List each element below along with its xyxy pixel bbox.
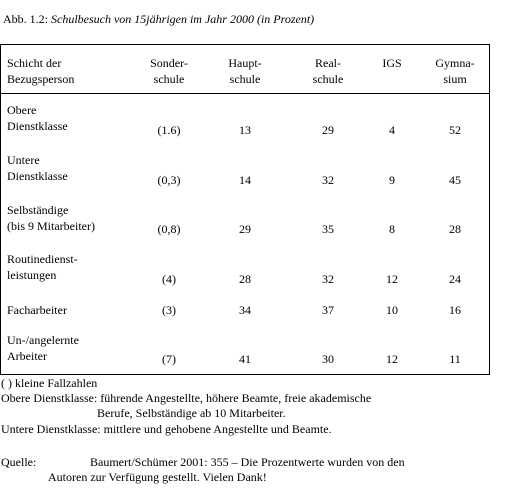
row-label <box>7 302 67 318</box>
table-cell: (1.6) <box>157 123 181 137</box>
table-cell: 10 <box>386 303 398 317</box>
table-cell: 28 <box>239 272 251 286</box>
row-label-line: Obere <box>7 103 37 117</box>
table-cell: 28 <box>449 222 461 236</box>
note-obere-dienstklasse-cont: Berufe, Selbständige ab 10 Mitarbeiter. <box>97 406 286 420</box>
header-line: Gymna- <box>435 56 475 70</box>
table-cell: 24 <box>449 272 461 286</box>
table-cell: 14 <box>239 173 251 187</box>
row-label-line: Dienstklasse <box>7 169 68 183</box>
header-line: sium <box>443 72 467 86</box>
header-igs <box>367 55 417 71</box>
table-cell: 12 <box>386 272 398 286</box>
row-label <box>7 102 68 134</box>
row-label-line: Dienstklasse <box>7 119 68 133</box>
header-sonderschule <box>139 55 199 87</box>
header-line: Haupt- <box>228 56 262 70</box>
table-cell: 8 <box>389 222 395 236</box>
table-cell: 45 <box>449 173 461 187</box>
table-cell: (0,8) <box>157 222 181 236</box>
note-small-sample: ( ) kleine Fallzahlen <box>1 376 98 390</box>
header-hauptschule <box>215 55 275 87</box>
row-label <box>7 251 78 283</box>
table-cell: 41 <box>239 352 251 366</box>
table-cell: 35 <box>322 222 334 236</box>
table-cell: 30 <box>322 352 334 366</box>
source-text: Baumert/Schümer 2001: 355 – Die Prozentwerte wurden von den <box>90 455 405 469</box>
table-cell: 29 <box>239 222 251 236</box>
row-label-line: (bis 9 Mitarbeiter) <box>7 219 95 233</box>
table-cell: 52 <box>449 123 461 137</box>
table-cell: 13 <box>239 123 251 137</box>
row-label-line: Facharbeiter <box>7 303 67 317</box>
row-label <box>7 152 68 184</box>
row-label-line: Routinedienst- <box>7 252 78 266</box>
header-line: schule <box>229 72 261 86</box>
row-label-line: Selbständige <box>7 203 69 217</box>
table-cell: 11 <box>449 352 461 366</box>
table-cell: 37 <box>322 303 334 317</box>
header-line: schule <box>312 72 344 86</box>
table-cell: 32 <box>322 272 334 286</box>
source-text-cont: Autoren zur Verfügung gestellt. Vielen Dank! <box>48 470 267 484</box>
table-cell: 9 <box>389 173 395 187</box>
table-cell: (7) <box>162 352 176 366</box>
row-label <box>7 332 79 364</box>
row-label-line: Un-/angelernte <box>7 333 79 347</box>
data-table <box>0 44 490 375</box>
note-untere-dienstklasse: Untere Dienstklasse: mittlere und gehobene Angestellte und Beamte. <box>1 422 332 436</box>
header-realschule <box>298 55 358 87</box>
source-label: Quelle: <box>1 455 37 469</box>
header-gymnasium <box>425 55 485 87</box>
header-bezugsperson <box>7 55 74 87</box>
table-cell: (0,3) <box>157 173 181 187</box>
header-line: Bezugsperson <box>7 72 75 86</box>
header-line: IGS <box>382 56 402 70</box>
table-cell: 29 <box>322 123 334 137</box>
table-cell: 34 <box>239 303 251 317</box>
row-label-line: Arbeiter <box>7 349 47 363</box>
header-line: Real- <box>315 56 341 70</box>
row-label <box>7 202 95 234</box>
table-cell: (4) <box>162 272 176 286</box>
header-line: Schicht der <box>7 56 62 70</box>
figure-caption <box>3 12 314 27</box>
table-cell: 32 <box>322 173 334 187</box>
note-obere-dienstklasse: Obere Dienstklasse: führende Angestellte, höhere Beamte, freie akademische <box>1 391 372 405</box>
table-cell: 4 <box>389 123 395 137</box>
table-cell: 12 <box>386 352 398 366</box>
caption-prefix: Abb. 1.2: <box>3 12 51 26</box>
row-label-line: leistungen <box>7 268 57 282</box>
caption-title: Schulbesuch von 15jährigen im Jahr 2000 (in Prozent) <box>51 12 315 26</box>
row-label-line: Untere <box>7 153 40 167</box>
table-cell: (3) <box>162 303 176 317</box>
header-line: Sonder- <box>150 56 188 70</box>
header-divider <box>1 93 489 94</box>
table-cell: 16 <box>449 303 461 317</box>
header-line: schule <box>153 72 185 86</box>
